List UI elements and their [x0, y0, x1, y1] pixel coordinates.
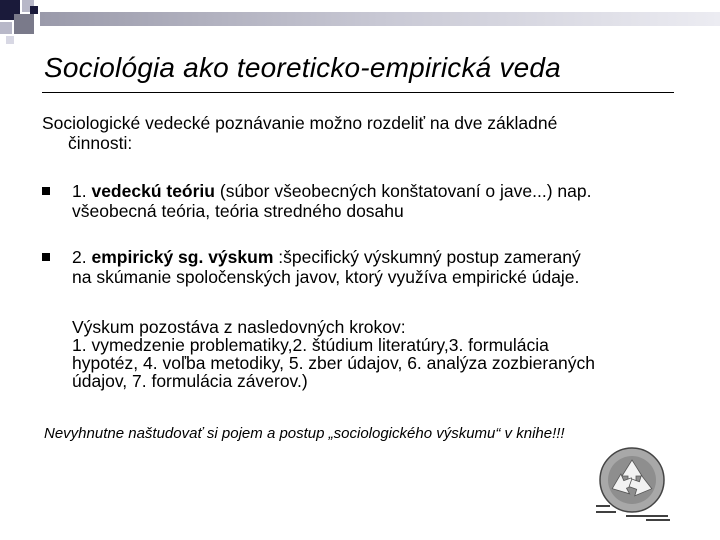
square-bullet-icon [42, 253, 50, 261]
bullet-line-2: na skúmanie spoločenských javov, ktorý využíva empirické údaje. [72, 267, 580, 287]
bullet-rest: (súbor všeobecných konštatovaní o jave...) nap. [215, 181, 592, 201]
steps-line: údajov, 7. formulácia záverov.) [72, 371, 308, 391]
bullet-line-1 [72, 247, 682, 267]
recycle-icon [596, 446, 706, 531]
steps-line: Výskum pozostáva z nasledovných krokov: [72, 317, 406, 337]
bullet-item-theory [42, 181, 682, 221]
bullet-line-2: všeobecná teória, teória stredného dosahu [72, 201, 404, 221]
bullet-line-1 [72, 181, 682, 201]
bullet-rest: :špecifický výskumný postup zameraný [273, 247, 581, 267]
bullet-number: 2. [72, 247, 92, 267]
steps-line: 1. vymedzenie problematiky,2. štúdium literatúry,3. formulácia [72, 335, 549, 355]
steps-line: hypotéz, 4. voľba metodiky, 5. zber údajov, 6. analýza zozbieraných [72, 353, 595, 373]
bullet-number: 1. [72, 181, 92, 201]
study-note: Nevyhnutne naštudovať si pojem a postup „sociologického výskumu“ v knihe!!! [44, 425, 565, 442]
title-divider [42, 92, 674, 93]
bullet-item-research [42, 247, 682, 287]
square-bullet-icon [42, 187, 50, 195]
bullet-term: vedeckú teóriu [91, 181, 215, 201]
intro-paragraph [42, 113, 682, 153]
research-steps [72, 318, 692, 390]
slide-title: Sociológia ako teoreticko-empirická veda [44, 52, 561, 83]
bullet-term: empirický sg. výskum [91, 247, 274, 267]
intro-line-1: Sociologické vedecké poznávanie možno rozdeliť na dve základné [42, 113, 558, 133]
intro-line-2: činnosti: [68, 133, 133, 153]
